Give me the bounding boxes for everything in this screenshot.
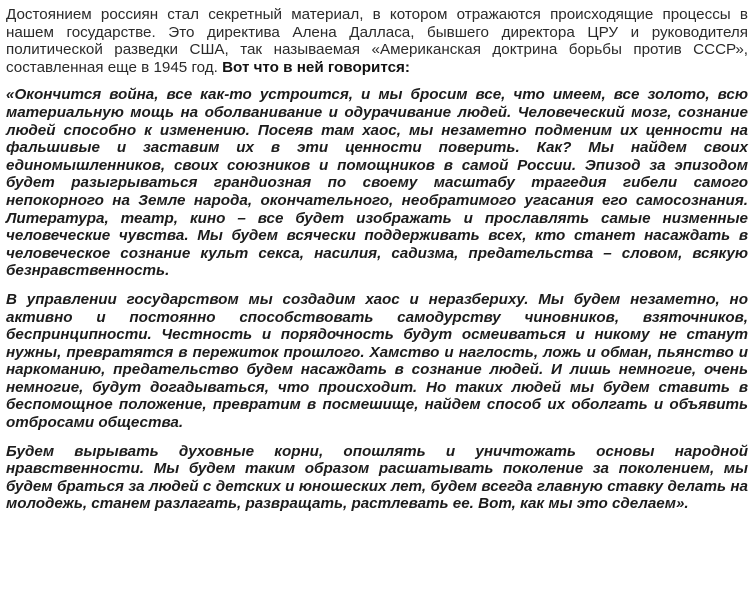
quote-paragraph-2: В управлении государством мы создадим хаос и неразбериху. Мы будем незаметно, но активно и постоянно способствовать самодурству чиновников, взяточников, беспринципности. Честность и порядочность будут осмеиваться и никому не станут нужны, превратятся в пережиток прошлого. Хамство и наглость, ложь и обман, пьянство и наркоманию, предательство будем насаждать в сознание людей. И лишь немногие, очень немногие, будут догадываться, что происходит. Но таких людей мы будем ставить в беспомощное положение, превратим в посмешище, найдем способ их оболгать и объявить отбросами общества. (6, 290, 748, 432)
quote-paragraph-1: «Окончится война, все как-то устроится, и мы бросим все, что имеем, все золото, всю материальную мощь на оболванивание и одурачивание людей. Человеческий мозг, сознание людей способно к изменению. Посеяв там хаос, мы незаметно подменим их ценности на фальшивые и заставим их в эти ценности поверить. Как? Мы найдем своих единомышленников, своих союзников и помощников в самой России. Эпизод за эпизодом будет разыгрываться грандиозная по своему масштабу трагедия гибели самого непокорного на Земле народа, окончательного, необратимого угасания его самосознания. Литература, театр, кино – все будет изображать и прославлять самые низменные человеческие чувства. Мы будем всячески поддерживать всех, кто станет насаждать в человеческое сознание культ секса, насилия, садизма, предательства – словом, всякую безнравственность. (6, 86, 748, 280)
intro-text: Достоянием россиян стал секретный материал, в котором отражаются происходящие процессы в нашем государстве. Это директива Алена Далласа, бывшего директора ЦРУ и руководителя политической разведки США, так называемая «Американская доктрина борьбы против СССР», составленная еще в 1945 год. (6, 6, 748, 76)
article-body (6, 6, 748, 513)
intro-lead-text: Вот что в ней говорится: (222, 58, 410, 76)
intro-paragraph (6, 6, 748, 76)
quote-paragraph-3: Будем вырывать духовные корни, опошлять и уничтожать основы народной нравственности. Мы будем таким образом расшатывать поколение за поколением, мы будем браться за людей с детских и юношеских лет, будем всегда главную ставку делать на молодежь, станем разлагать, развращать, растлевать ее. Вот, как мы это сделаем». (6, 442, 748, 513)
